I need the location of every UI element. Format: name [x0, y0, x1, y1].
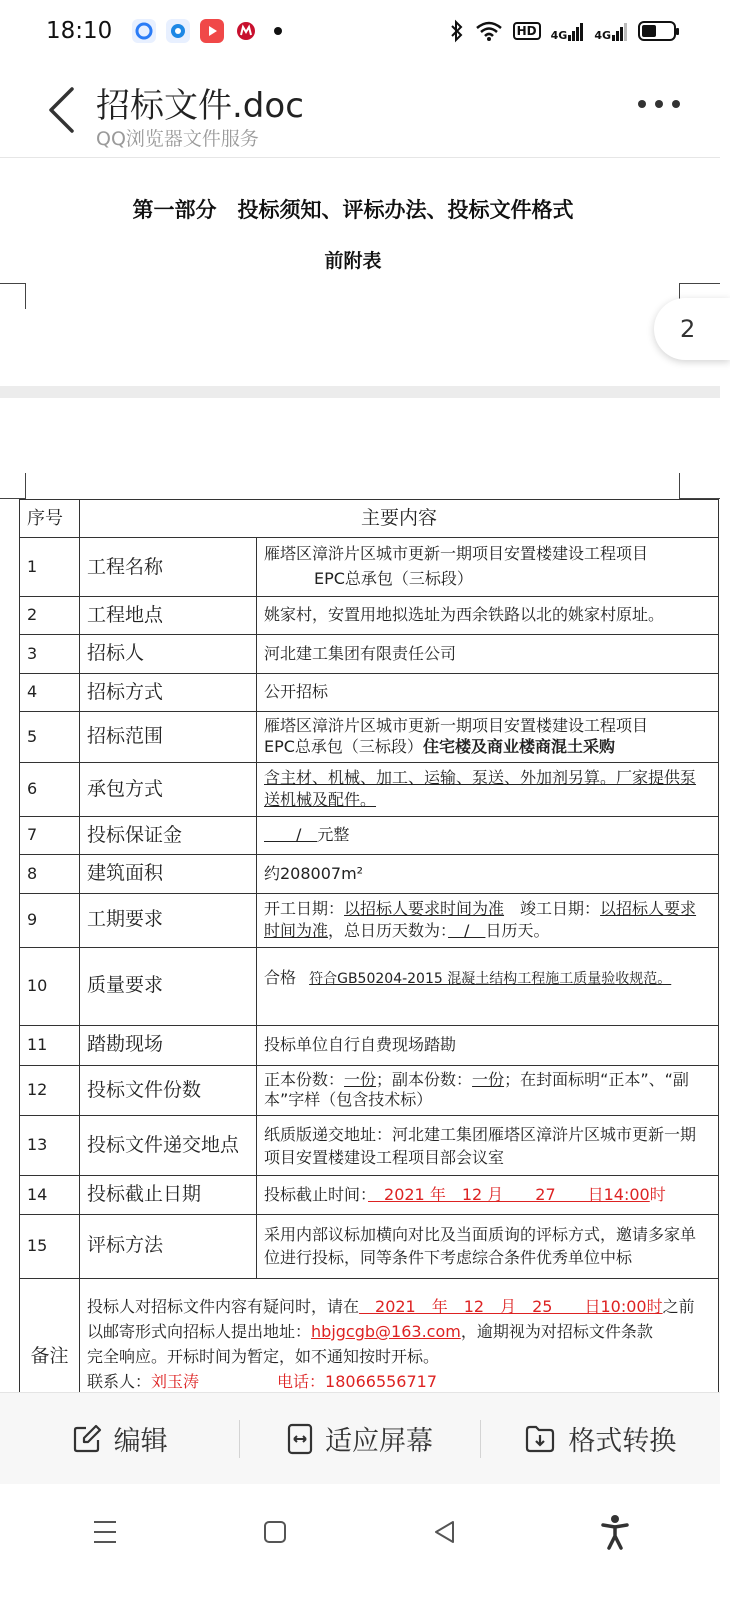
row-value: 公开招标 [257, 673, 719, 711]
more-icon-dot [672, 100, 680, 108]
document-viewer[interactable] [0, 158, 720, 1392]
row-name: 工期要求 [80, 893, 257, 947]
note-text: ，逾期视为对招标文件条款 [460, 1321, 653, 1341]
row-name: 承包方式 [80, 762, 257, 816]
contact-tel-label: 电话： [277, 1371, 326, 1391]
row-value [257, 816, 719, 854]
document-subtitle: QQ浏览器文件服务 [96, 128, 259, 150]
table-row [20, 1214, 719, 1278]
system-back-button[interactable] [415, 1502, 475, 1562]
wifi-icon [475, 21, 503, 41]
row-no: 4 [20, 673, 80, 711]
more-button[interactable] [638, 100, 680, 108]
status-indicators [449, 20, 676, 42]
row-no: 12 [20, 1065, 80, 1116]
table-row [20, 816, 719, 854]
table-header-row [20, 500, 719, 538]
note-text: 之前 [662, 1297, 695, 1317]
note-line: 完全响应。开标时间为暂定，如不通知按时开标。 [87, 1346, 440, 1366]
row-no: 15 [20, 1214, 80, 1278]
hd-badge: HD [513, 22, 541, 40]
back-triangle-icon [432, 1519, 458, 1545]
table-row [20, 855, 719, 893]
table-row [20, 635, 719, 673]
row-name: 招标人 [80, 635, 257, 673]
contact-label: 联系人： [87, 1371, 152, 1391]
note-text: 投标人对招标文件内容有疑问时，请在 [87, 1297, 360, 1317]
network-type-label: 4G [594, 29, 611, 42]
home-square-icon [262, 1519, 288, 1545]
page-separator [0, 386, 720, 398]
contact-line [87, 1370, 711, 1395]
deadline-text: 投标截止时间： [264, 1184, 369, 1204]
app-header [0, 62, 720, 158]
row-name: 建筑面积 [80, 855, 257, 893]
format-convert-label: 格式转换 [568, 1426, 677, 1457]
table-row [20, 673, 719, 711]
crop-mark [679, 473, 720, 499]
email-link[interactable]: hbjgcgb@163.com [311, 1321, 461, 1341]
note-line [87, 1295, 711, 1320]
notification-dot-icon [274, 27, 282, 35]
table-row [20, 1065, 719, 1116]
bank-app-icon [234, 19, 258, 43]
notes-label: 备注 [20, 1278, 80, 1436]
schedule-start: 以招标人要求时间为准 [344, 898, 505, 918]
row-value-text: EPC总承包（三标段） [264, 737, 423, 757]
schedule-end: 以招标人要求时间为准 [264, 898, 697, 941]
row-value-line: EPC总承包（三标段） [314, 569, 473, 589]
row-value-line: 雁塔区漳浒片区城市更新一期项目安置楼建设工程项目 [264, 544, 649, 564]
accessibility-icon [600, 1514, 630, 1550]
duplicate-copies: 一份 [472, 1069, 505, 1089]
battery-icon [638, 21, 676, 41]
row-no: 3 [20, 635, 80, 673]
row-value: 约208007m² [257, 855, 719, 893]
edit-button[interactable] [0, 1409, 239, 1469]
row-no: 8 [20, 855, 80, 893]
video-app-icon [200, 19, 224, 43]
schedule-days-blank: / [448, 921, 486, 941]
back-button[interactable] [36, 80, 86, 140]
row-value: 河北建工集团有限责任公司 [257, 635, 719, 673]
schedule-text: 日历天。 [485, 921, 550, 941]
row-name: 质量要求 [80, 947, 257, 1025]
sub-title: 前附表 [324, 250, 382, 272]
network-type-label: 4G [550, 29, 568, 42]
more-icon-dot [655, 100, 663, 108]
edit-icon [72, 1424, 102, 1454]
copies-text: ；副本份数： [376, 1069, 473, 1089]
system-nav-bar [0, 1484, 720, 1600]
row-no: 6 [20, 762, 80, 816]
row-value: 采用内部议标加横向对比及当面质询的评标方式，邀请多家单位进行投标，同等条件下考虑综合条件优秀单位中标 [257, 1214, 719, 1278]
question-deadline: 2021 年 12 月 25 日10:00时 [359, 1297, 663, 1317]
row-name: 工程地点 [80, 597, 257, 635]
schedule-text: ，总日历天数为： [328, 921, 449, 941]
row-no: 13 [20, 1116, 80, 1176]
row-value [257, 538, 719, 597]
signal-1-icon [551, 21, 585, 41]
crop-mark [0, 283, 26, 309]
note-text: 以邮寄形式向招标人提出地址： [87, 1321, 312, 1341]
row-value-line [264, 737, 711, 758]
row-no: 11 [20, 1025, 80, 1065]
table-row [20, 1176, 719, 1214]
fit-screen-icon [287, 1423, 313, 1455]
menu-icon [91, 1519, 119, 1545]
contact-name: 刘玉涛 [151, 1371, 200, 1391]
header-content: 主要内容 [80, 500, 719, 538]
note-line [87, 1320, 711, 1345]
row-name: 投标保证金 [80, 816, 257, 854]
row-value [257, 712, 719, 763]
table-row [20, 1025, 719, 1065]
row-name: 踏勘现场 [80, 1025, 257, 1065]
row-value [257, 1065, 719, 1116]
fit-screen-label: 适应屏幕 [324, 1426, 433, 1457]
row-value-emphasis: 住宅楼及商业楼商混土采购 [422, 737, 615, 757]
bottom-toolbar [0, 1392, 720, 1484]
table-row [20, 538, 719, 597]
bid-attachment-table [19, 499, 719, 1437]
row-name: 评标方法 [80, 1214, 257, 1278]
row-name: 投标文件份数 [80, 1065, 257, 1116]
format-convert-button[interactable] [481, 1409, 720, 1469]
row-name: 招标范围 [80, 712, 257, 763]
quality-standard: 符合GB50204-2015 混凝土结构工程施工质量验收规范。 [309, 970, 672, 987]
download-convert-icon [524, 1424, 556, 1454]
row-no: 1 [20, 538, 80, 597]
row-no: 5 [20, 712, 80, 763]
row-no: 9 [20, 893, 80, 947]
copies-text: ；在封面标明“正本”、“副本”字样（包含技术标） [264, 1069, 689, 1110]
table-row [20, 597, 719, 635]
table-row [20, 762, 719, 816]
page-number-badge[interactable]: 2 [654, 298, 730, 360]
quality-level: 合格 [264, 967, 297, 987]
bluetooth-icon [449, 20, 465, 42]
crop-mark [0, 473, 26, 499]
row-value: 纸质版递交地址：河北建工集团雁塔区漳浒片区城市更新一期项目安置楼建设工程项目部会议室 [257, 1116, 719, 1176]
row-value: 含主材、机械、加工、运输、泵送、外加剂另算。厂家提供泵送机械及配件。 [257, 762, 719, 816]
row-no: 2 [20, 597, 80, 635]
row-value: 姚家村，安置用地拟选址为西余铁路以北的姚家村原址。 [257, 597, 719, 635]
table-row [20, 712, 719, 763]
back-arrow-icon [46, 86, 76, 134]
row-no: 7 [20, 816, 80, 854]
row-name: 投标截止日期 [80, 1176, 257, 1214]
part-title: 第一部分 投标须知、评标办法、投标文件格式 [132, 198, 574, 222]
fit-screen-button[interactable] [240, 1409, 479, 1469]
original-copies: 一份 [344, 1069, 377, 1089]
row-value [257, 947, 719, 1025]
browser-app-icon [166, 19, 190, 43]
table-row [20, 1116, 719, 1176]
copies-text: 正本份数： [264, 1069, 345, 1089]
deposit-blank: / [264, 825, 318, 845]
schedule-text: 开工日期： [264, 898, 345, 918]
battery-fill [642, 25, 656, 37]
qq-app-icon [132, 19, 156, 43]
status-bar [0, 0, 720, 62]
row-name: 招标方式 [80, 673, 257, 711]
home-button[interactable] [245, 1502, 305, 1562]
header-no: 序号 [20, 500, 80, 538]
row-name: 工程名称 [80, 538, 257, 597]
row-no: 14 [20, 1176, 80, 1214]
row-value-line: 雁塔区漳浒片区城市更新一期项目安置楼建设工程项目 [264, 716, 649, 736]
row-no: 10 [20, 947, 80, 1025]
more-icon [638, 100, 646, 108]
schedule-text: 竣工日期： [504, 898, 601, 918]
table-row [20, 947, 719, 1025]
signal-2-icon [594, 21, 628, 41]
deadline-suffix: 时 [649, 1184, 666, 1204]
deadline-date: 2021 年 12 月 27 日14:00 [368, 1184, 650, 1204]
table-row [20, 893, 719, 947]
row-value [257, 893, 719, 947]
accessibility-button[interactable] [585, 1502, 645, 1562]
edit-label: 编辑 [113, 1426, 168, 1457]
row-name: 投标文件递交地点 [80, 1116, 257, 1176]
contact-phone[interactable]: 18066556717 [325, 1371, 438, 1391]
row-value: 投标单位自行自费现场踏勘 [257, 1025, 719, 1065]
status-time: 18:10 [46, 18, 113, 44]
document-title: 招标文件.doc [96, 86, 304, 126]
deposit-unit: 元整 [317, 825, 350, 845]
recent-apps-button[interactable] [75, 1502, 135, 1562]
row-value [257, 1176, 719, 1214]
